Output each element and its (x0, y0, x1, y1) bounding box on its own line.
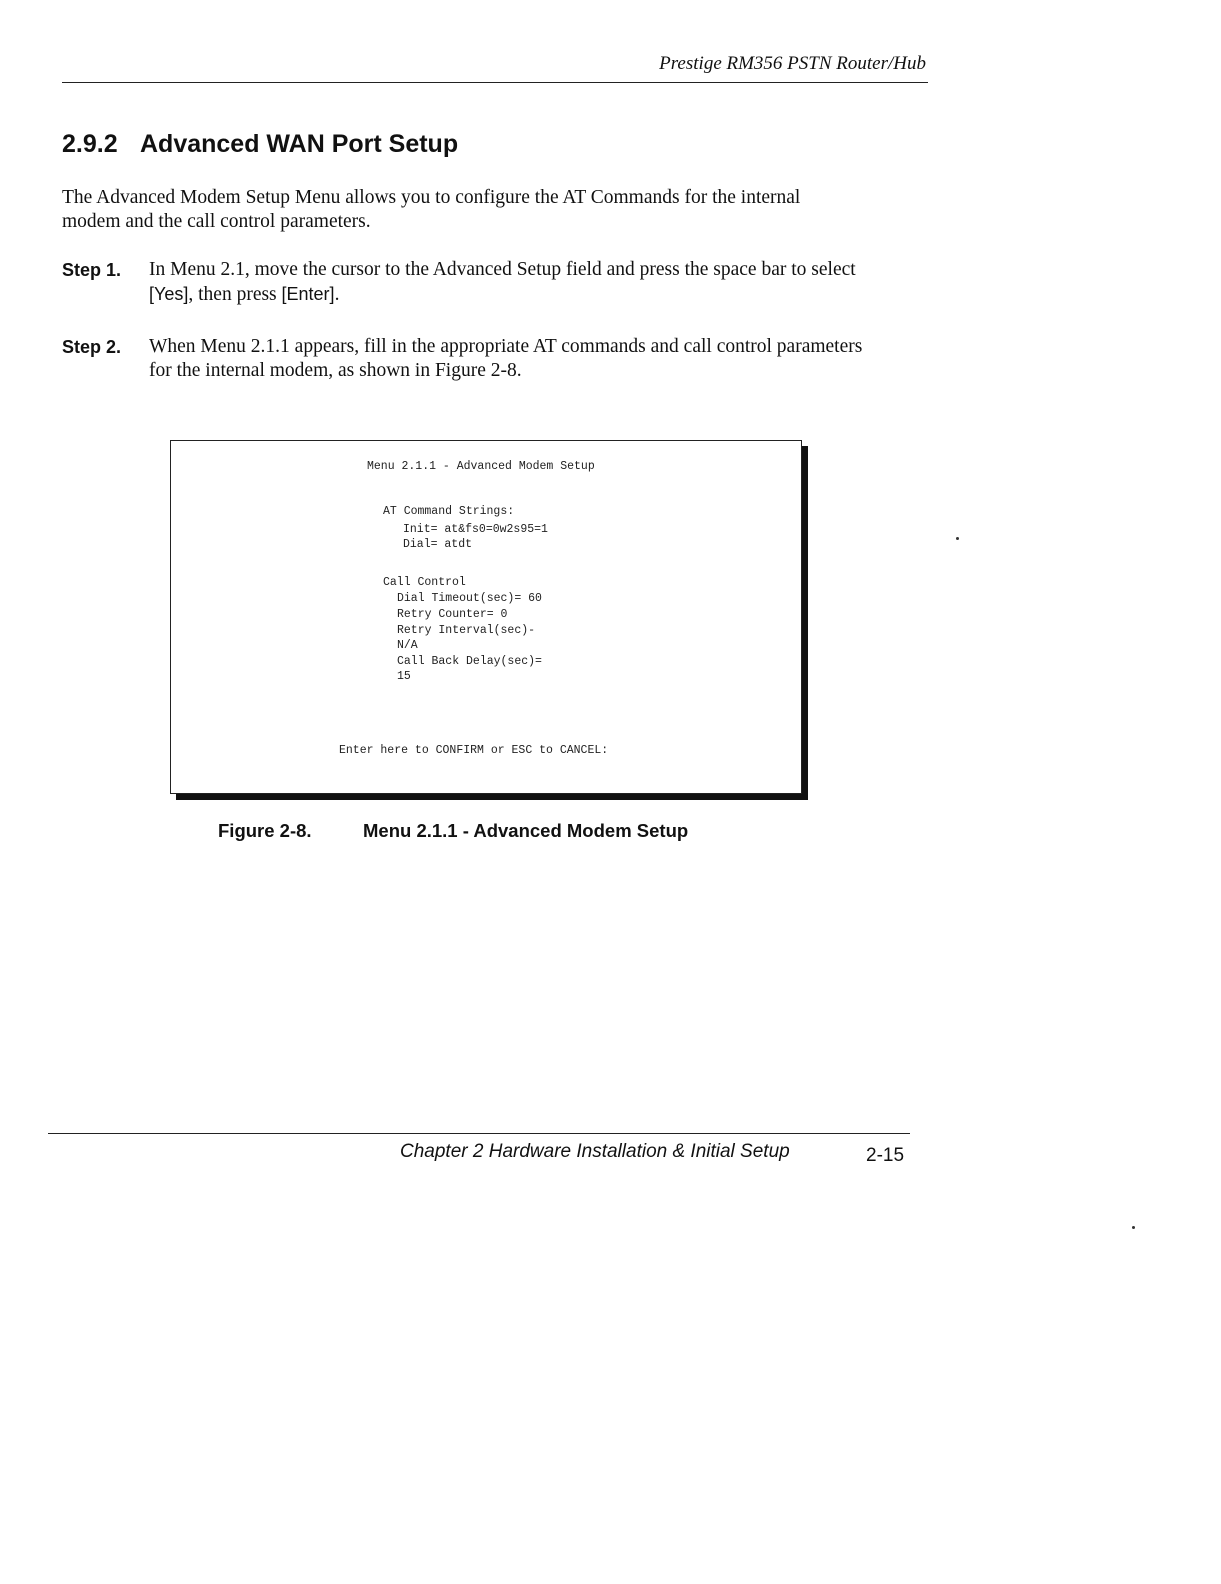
running-header: Prestige RM356 PSTN Router/Hub (659, 53, 926, 74)
call-back-delay-value: 15 (397, 670, 411, 683)
confirm-prompt: Enter here to CONFIRM or ESC to CANCEL: (339, 744, 609, 757)
footer-chapter: Chapter 2 Hardware Installation & Initial Setup (400, 1141, 790, 1162)
section-number: 2.9.2 (62, 130, 118, 158)
step-text-part: In Menu 2.1, move the cursor to the Advanced Setup field and press the space bar to select (149, 259, 856, 280)
dial-string-field: Dial= atdt (403, 538, 473, 551)
terminal-screen (170, 440, 802, 794)
step-text-part: , then press (188, 284, 282, 305)
at-command-heading: AT Command Strings: (383, 505, 515, 518)
footer-rule (48, 1133, 910, 1134)
key-enter: [Enter] (281, 284, 335, 304)
step-label: Step 1. (62, 260, 122, 280)
figure-number: Figure 2-8. (218, 820, 312, 841)
figure-title: Menu 2.1.1 - Advanced Modem Setup (363, 820, 689, 841)
page-number: 2-15 (866, 1145, 905, 1166)
retry-interval-field: Retry Interval(sec)- (397, 624, 536, 637)
init-string-field: Init= at&fs0=0w2s95=1 (403, 523, 548, 536)
retry-counter-field: Retry Counter= 0 (397, 608, 508, 621)
header-rule (62, 82, 928, 83)
menu-title: Menu 2.1.1 - Advanced Modem Setup (367, 460, 595, 473)
section-heading (62, 130, 458, 159)
intro-paragraph: The Advanced Modem Setup Menu allows you to configure the AT Commands for the internal modem and the call control parameters. (62, 187, 801, 232)
section-title: Advanced WAN Port Setup (140, 130, 459, 158)
retry-interval-value: N/A (397, 639, 418, 652)
step-text: When Menu 2.1.1 appears, fill in the appropriate AT commands and call control parameters for the internal modem, as shown in Figure 2-8. (149, 336, 863, 381)
key-yes: [Yes] (149, 284, 189, 304)
step-text (149, 258, 889, 307)
scan-speck (956, 537, 959, 540)
figure-caption (218, 820, 688, 842)
dial-timeout-field: Dial Timeout(sec)= 60 (397, 592, 542, 605)
call-back-delay-field: Call Back Delay(sec)= (397, 655, 542, 668)
step-label: Step 2. (62, 337, 122, 357)
call-control-heading: Call Control (383, 576, 466, 589)
step-text-part: . (334, 284, 340, 305)
scan-speck (1132, 1226, 1135, 1229)
